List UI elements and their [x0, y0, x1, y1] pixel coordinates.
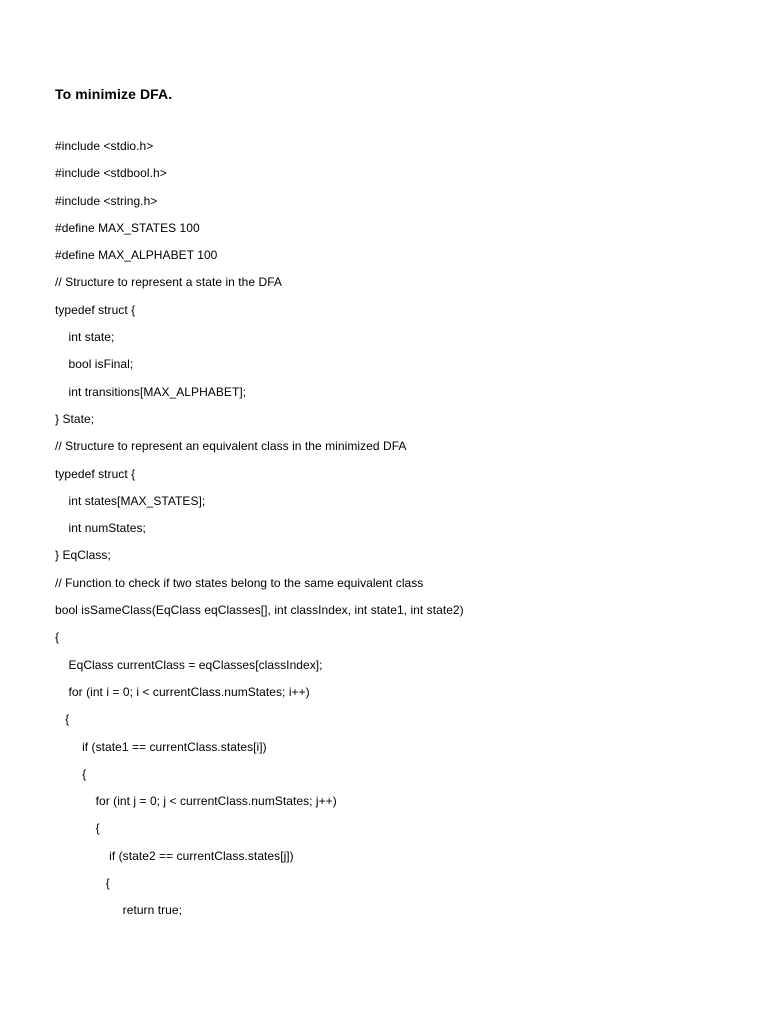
code-line: if (state1 == currentClass.states[i]) — [55, 739, 267, 754]
code-line: typedef struct { — [55, 466, 136, 481]
code-line: return true; — [55, 903, 182, 918]
code-line: #define MAX_ALPHABET 100 — [55, 248, 218, 263]
code-line: #include <stdbool.h> — [55, 166, 167, 181]
code-line: // Structure to represent a state in the DFA — [55, 275, 282, 290]
code-line: { — [55, 821, 100, 836]
code-line: int transitions[MAX_ALPHABET]; — [55, 384, 247, 399]
code-line: int states[MAX_STATES]; — [55, 493, 206, 508]
code-line: int numStates; — [55, 521, 146, 536]
code-line: bool isSameClass(EqClass eqClasses[], int classIndex, int state1, int state2) — [55, 603, 464, 618]
code-line: } EqClass; — [55, 548, 111, 563]
code-line: #include <string.h> — [55, 193, 158, 208]
code-line: // Function to check if two states belong to the same equivalent class — [55, 575, 424, 590]
document-title: To minimize DFA. — [55, 86, 173, 102]
code-line: EqClass currentClass = eqClasses[classIndex]; — [55, 657, 323, 672]
code-line: for (int j = 0; j < currentClass.numStates; j++) — [55, 794, 337, 809]
code-line: } State; — [55, 411, 95, 426]
code-line: int state; — [55, 330, 115, 345]
code-line: #include <stdio.h> — [55, 139, 154, 153]
code-line: { — [55, 630, 60, 645]
code-line: if (state2 == currentClass.states[j]) — [55, 848, 294, 863]
code-line: { — [55, 712, 70, 727]
code-line: // Structure to represent an equivalent class in the minimized DFA — [55, 439, 407, 454]
code-line: #define MAX_STATES 100 — [55, 220, 200, 235]
code-line: bool isFinal; — [55, 357, 134, 372]
code-line: typedef struct { — [55, 302, 136, 317]
code-line: for (int i = 0; i < currentClass.numStates; i++) — [55, 684, 310, 699]
code-line: { — [55, 876, 110, 891]
code-line: { — [55, 766, 87, 781]
code-block — [55, 136, 464, 928]
